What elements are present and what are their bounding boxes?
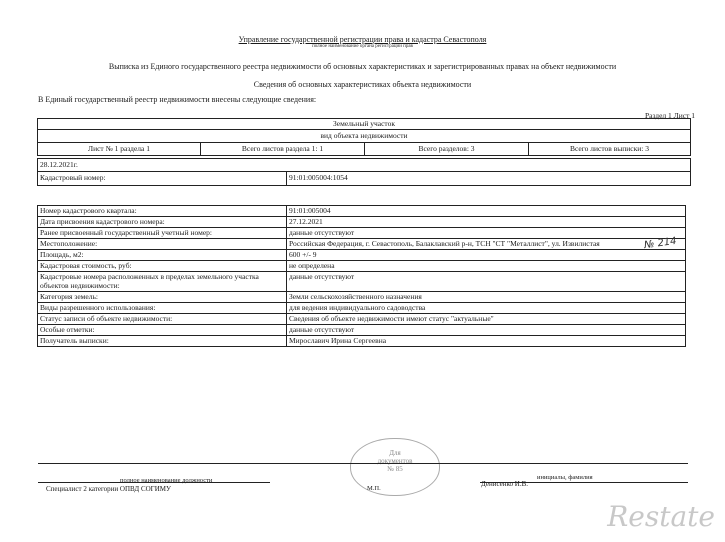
divider bbox=[38, 171, 690, 172]
agency-caption: полное наименование органа регистрации прав bbox=[312, 44, 413, 49]
date-cadastral-box bbox=[37, 158, 691, 186]
stamp-text: Для bbox=[389, 449, 401, 457]
row-value: Мирославич Ирина Сергеевна bbox=[287, 336, 686, 347]
table-row bbox=[38, 261, 686, 272]
row-label: Кадастровая стоимость, руб: bbox=[38, 261, 287, 272]
table-row bbox=[38, 325, 686, 336]
watermark-logo: Restate bbox=[607, 500, 715, 533]
stamp-text: документов bbox=[377, 457, 413, 465]
table-row bbox=[38, 250, 686, 261]
agency-name: Управление государственной регистрации права и кадастра Севастополя bbox=[238, 35, 487, 44]
row-label: Особые отметки: bbox=[38, 325, 287, 336]
sheets-total-extract: Всего листов выписки: 3 bbox=[570, 144, 649, 153]
sheets-total-section: Всего листов раздела 1: 1 bbox=[201, 142, 365, 155]
table-row bbox=[38, 239, 686, 250]
signature-top-line bbox=[38, 463, 688, 464]
intro-text: В Единый государственный реестр недвижимости внесены следующие сведения: bbox=[38, 95, 317, 104]
signer-position: Специалист 2 категории ОПВД СОГИМУ bbox=[46, 485, 171, 493]
section-label: Раздел 1 Лист 1 bbox=[644, 111, 695, 120]
row-label: Виды разрешенного использования: bbox=[38, 303, 287, 314]
handwritten-house-number: № 214 bbox=[643, 235, 678, 252]
row-value: данные отсутствуют bbox=[287, 228, 686, 239]
row-label: Ранее присвоенный государственный учетный номер: bbox=[38, 228, 287, 239]
divider bbox=[286, 171, 287, 185]
stamp-place-label: М.П. bbox=[367, 485, 381, 492]
row-value: не определена bbox=[287, 261, 686, 272]
row-label: Кадастровые номера расположенных в пределах земельного участка объектов недвижимости: bbox=[38, 272, 287, 292]
cadastral-number-label: Кадастровый номер: bbox=[40, 173, 106, 182]
row-label: Дата присвоения кадастрового номера: bbox=[38, 217, 287, 228]
object-type: Земельный участок bbox=[38, 119, 690, 130]
row-value: 27.12.2021 bbox=[287, 217, 686, 228]
row-label: Статус записи об объекте недвижимости: bbox=[38, 314, 287, 325]
cadastral-number-value: 91:01:005004:1054 bbox=[289, 173, 348, 182]
row-label: Местоположение: bbox=[38, 239, 287, 250]
row-value: данные отсутствуют bbox=[287, 325, 686, 336]
position-caption: полное наименование должности bbox=[120, 477, 213, 484]
table-row bbox=[38, 314, 686, 325]
row-label: Номер кадастрового квартала: bbox=[38, 206, 287, 217]
row-value: 91:01:005004 bbox=[287, 206, 686, 217]
document-title: Выписка из Единого государственного реестра недвижимости об основных характеристиках и зарегистрированных правах на объект недвижимости bbox=[108, 62, 617, 71]
table-row bbox=[38, 206, 686, 217]
table-row bbox=[38, 228, 686, 239]
extract-date: 28.12.2021г. bbox=[40, 160, 78, 169]
name-caption: инициалы, фамилия bbox=[537, 474, 593, 481]
official-stamp bbox=[350, 438, 440, 496]
stamp-text: № 85 bbox=[387, 465, 403, 473]
table-row bbox=[38, 217, 686, 228]
row-label: Площадь, м2: bbox=[38, 250, 287, 261]
sheet-info-row bbox=[38, 142, 690, 155]
sheet-number: Лист № 1 раздела 1 bbox=[38, 142, 201, 155]
row-value: Земли сельскохозяйственного назначения bbox=[287, 292, 686, 303]
row-value: 600 +/- 9 bbox=[287, 250, 686, 261]
table-row bbox=[38, 272, 686, 292]
table-row bbox=[38, 336, 686, 347]
object-header-box bbox=[37, 118, 691, 156]
row-value: для ведения индивидуального садоводства bbox=[287, 303, 686, 314]
table-row bbox=[38, 303, 686, 314]
characteristics-table bbox=[37, 205, 686, 347]
row-label: Категория земель: bbox=[38, 292, 287, 303]
sections-total: Всего разделов: 3 bbox=[365, 142, 529, 155]
row-label: Получатель выписки: bbox=[38, 336, 287, 347]
document-subtitle: Сведения об основных характеристиках объекта недвижимости bbox=[253, 80, 472, 89]
row-value: Сведения об объекте недвижимости имеют статус "актуальные" bbox=[287, 314, 686, 325]
object-type-caption: вид объекта недвижимости bbox=[38, 129, 690, 143]
row-value: данные отсутствуют bbox=[287, 272, 686, 292]
row-value: Российская Федерация, г. Севастополь, Балаклавский р-н, ТСН "СТ "Металлист", ул. Извилистая bbox=[287, 239, 686, 250]
signer-name: Денисенко И.В. bbox=[481, 480, 529, 488]
table-row bbox=[38, 292, 686, 303]
